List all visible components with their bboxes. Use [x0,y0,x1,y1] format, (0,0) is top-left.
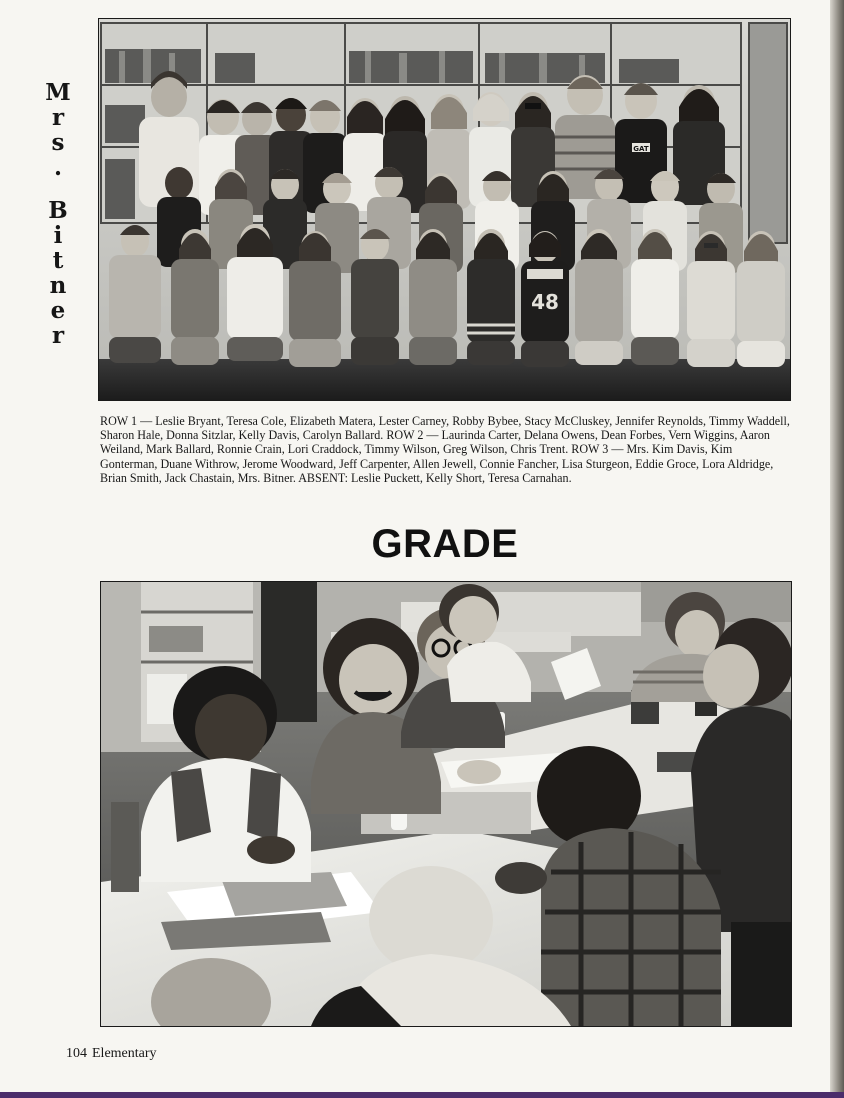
bottom-edge [0,1092,844,1098]
teacher-letter: r [51,104,65,131]
jersey-number: 48 [531,290,559,314]
teacher-letter: . [53,154,62,181]
classroom-photo [100,581,792,1027]
teacher-letter: i [53,222,63,249]
teacher-name-vertical [40,80,76,348]
class-photo-caption: ROW 1 — Leslie Bryant, Teresa Cole, Elizabeth Matera, Lester Carney, Robby Bybee, Stacy McCluskey, Jennifer Reynolds, Timmy Waddell, Sharon Hale, Donna Sitzlar, Kelly Davis, Carolyn Ballard. ROW 2 — Laurinda Carter, Delana Owens, Dean Forbes, Vern Wiggins, Aaron Weiland, Mark Ballard, Ronnie Crain, Lori Craddock, Timmy Wilson, Greg Wilson, Chris Trent. ROW 3 — Mrs. Kim Davis, Kim Gonterman, Duane Withrow, Jerome Woodward, Jeff Carpenter, Allen Jewell, Connie Fancher, Lisa Sturgeon, Eddie Groce, Lora Aldridge, Brian Smith, Jack Chastain, Mrs. Bitner. ABSENT: Leslie Puckett, Kelly Short, Teresa Carnahan. [100,414,790,485]
teacher-letter: B [48,197,68,224]
chair [111,802,139,892]
class-photo-illustration [99,19,790,400]
teacher-letter: t [52,247,64,274]
shirt-text: GAT [633,145,649,153]
page-binding-edge [830,0,844,1098]
grade-heading: GRADE [371,522,519,566]
section-name: Elementary [92,1046,157,1061]
teacher-letter: M [45,79,71,106]
teacher-letter: r [51,322,65,349]
page-folio [66,1046,157,1062]
teacher-letter: n [49,272,67,299]
class-photo [98,18,791,401]
teacher-letter: s [51,129,65,156]
teacher-letter: e [50,297,66,324]
classroom-photo-illustration [101,582,791,1026]
page-number: 104 [66,1046,87,1061]
